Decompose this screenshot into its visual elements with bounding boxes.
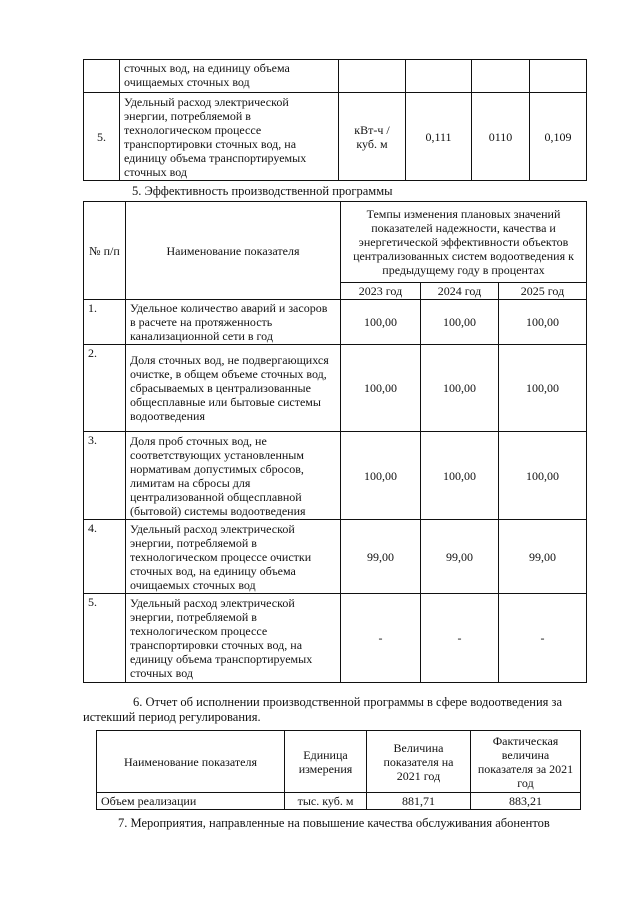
value-cell: 100,00 [341,300,421,345]
value-cell: 100,00 [341,432,421,520]
row-number-cell: 1. [84,300,126,345]
table-row [84,93,587,181]
value-cell: 100,00 [499,345,587,432]
indicator-name-cell: Удельное количество аварий и засоров в расчете на протяженность канализационной сети в год [126,300,341,345]
value-cell: 0,111 [406,93,472,181]
table-row [84,594,587,683]
row-number-cell: 3. [84,432,126,520]
indicator-name-cell: Объем реализации [97,793,285,810]
column-header-group: Темпы изменения плановых значений показателей надежности, качества и энергетической эффективности объектов централизованных систем водоотведения к предыдущему году в процентах [341,202,587,283]
value-cell: - [421,594,499,683]
indicator-name-cell: Удельный расход электрической энергии, потребляемой в технологическом процессе транспортировки сточных вод, на единицу объема транспортируемых сточных вод [126,594,341,683]
column-header-name: Наименование показателя [97,731,285,793]
value-cell: - [341,594,421,683]
row-number-cell: 4. [84,520,126,594]
indicator-name-cell: Удельный расход электрической энергии, потребляемой в технологическом процессе очистки сточных вод, на единицу объема очищаемых сточных вод [126,520,341,594]
actual-value-cell: 883,21 [471,793,581,810]
column-header-name: Наименование показателя [126,202,341,300]
table-row [84,345,587,432]
planned-value-cell: 881,71 [367,793,471,810]
row-number-cell [84,60,120,93]
unit-cell: тыс. куб. м [285,793,367,810]
value-cell: 100,00 [421,345,499,432]
efficiency-table [83,201,587,683]
column-header-number: № п/п [84,202,126,300]
table-row [97,793,581,810]
value-cell: 100,00 [499,432,587,520]
section-6-heading [83,695,586,725]
unit-cell: кВт-ч / куб. м [339,93,406,181]
value-cell: 100,00 [499,300,587,345]
value-cell: 100,00 [421,432,499,520]
table-header-row [84,202,587,283]
table-row [84,300,587,345]
column-header-actual: Фактическая величина показателя за 2021 год [471,731,581,793]
section-7-heading: 7. Мероприятия, направленные на повышение качества обслуживания абонентов [118,816,550,830]
column-header-unit: Единица измерения [285,731,367,793]
section-5-heading: 5. Эффективность производственной программы [132,184,393,198]
value-cell: 99,00 [421,520,499,594]
value-cell: - [499,594,587,683]
value-cell: 0,109 [530,93,587,181]
report-table [96,730,581,810]
year-header: 2025 год [499,283,587,300]
row-number-cell: 5. [84,594,126,683]
row-number-cell: 5. [84,93,120,181]
indicator-name-cell: Доля проб сточных вод, не соответствующих установленным нормативам допустимых сбросов, лимитам на сбросы для централизованной общесплавной (бытовой) системы водоотведения [126,432,341,520]
year-header: 2023 год [341,283,421,300]
value-cell: 99,00 [499,520,587,594]
table-header-row [97,731,581,793]
indicators-table-continued [83,59,587,181]
column-header-planned: Величина показателя на 2021 год [367,731,471,793]
value-cell: 0110 [472,93,530,181]
value-cell: 100,00 [421,300,499,345]
indicator-name-cell: сточных вод, на единицу объема очищаемых сточных вод [120,60,339,93]
indicator-name-cell: Доля сточных вод, не подвергающихся очистке, в общем объеме сточных вод, сбрасываемых в централизованные общесплавные или бытовые системы водоотведения [126,345,341,432]
value-cell: 99,00 [341,520,421,594]
section-6-text: 6. Отчет об исполнении производственной программы в сфере водоотведения за истекший период регулирования. [83,695,563,724]
value-cell: 100,00 [341,345,421,432]
year-header: 2024 год [421,283,499,300]
table-row [84,60,587,93]
indicator-name-cell: Удельный расход электрической энергии, потребляемой в технологическом процессе транспортировки сточных вод, на единицу объема транспортируемых сточных вод [120,93,339,181]
row-number-cell: 2. [84,345,126,432]
table-row [84,432,587,520]
table-row [84,520,587,594]
